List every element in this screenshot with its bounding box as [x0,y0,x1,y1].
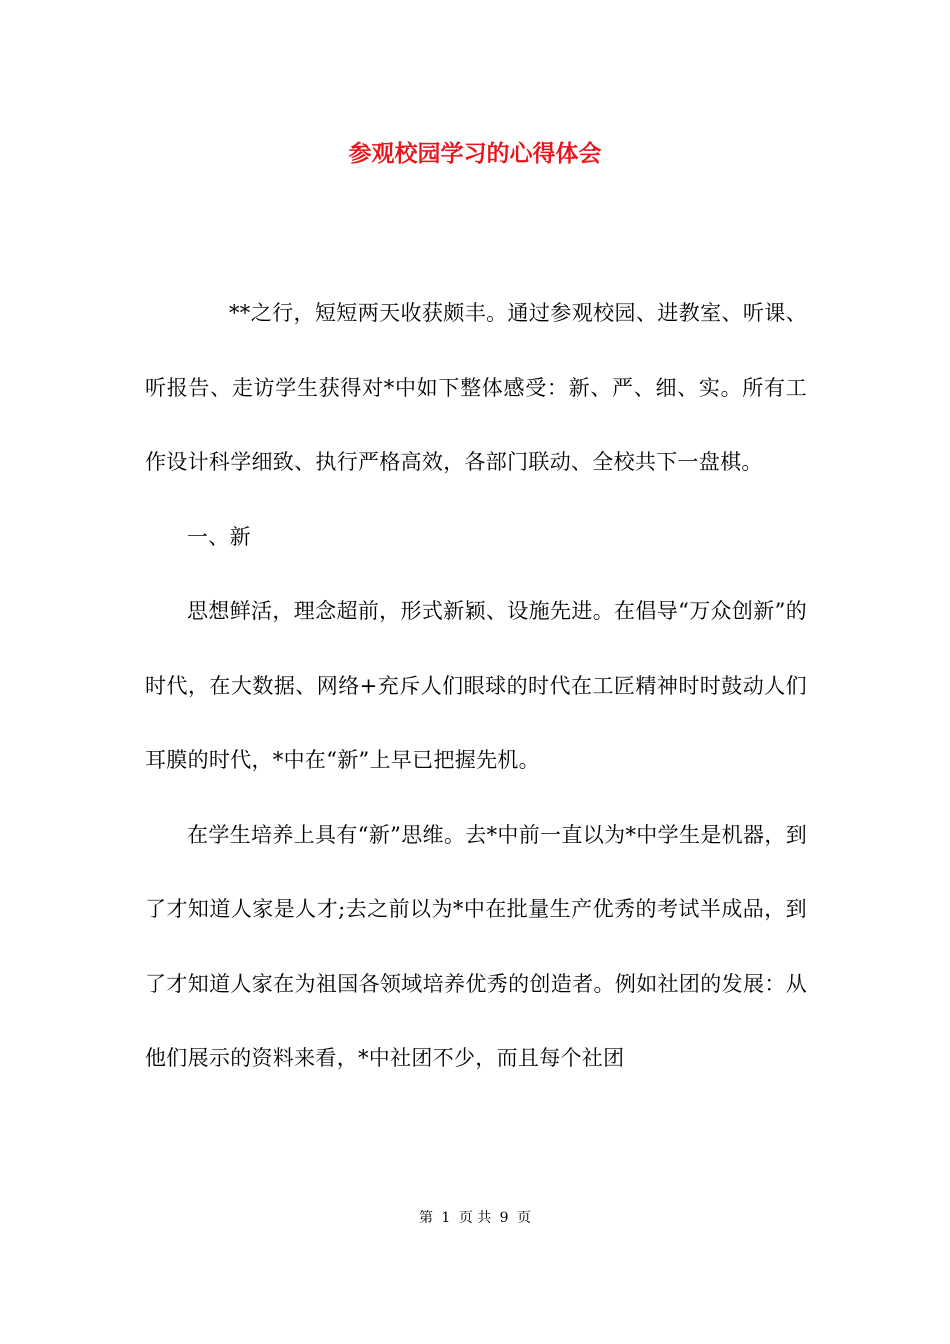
page-footer [0,1208,950,1228]
footer-total-pages: 9 [499,1210,509,1226]
footer-suffix: 页 [517,1210,532,1226]
paragraph-new-thinking: 思想鲜活，理念超前，形式新颖、设施先进。在倡导“万众创新”的时代，在大数据、网络+充斥人们眼球的时代在工匠精神时时鼓动人们耳膜的时代，*中在“新”上早已把握先机。 [145,599,807,772]
paragraph-intro: **之行，短短两天收获颇丰。通过参观校园、进教室、听课、听报告、走访学生获得对*中如下整体感受：新、严、细、实。所有工作设计科学细致、执行严格高效，各部门联动、全校共下一盘棋。 [145,301,807,474]
paragraph-student-training: 在学生培养上具有“新”思维。去*中前一直以为*中学生是机器，到了才知道人家是人才;去之前以为*中在批量生产优秀的考试半成品，到了才知道人家在为祖国各领域培养优秀的创造者。例如社团的发展：从他们展示的资料来看，*中社团不少，而且每个社团 [145,822,807,1070]
document-body [145,276,807,1096]
footer-current-page: 1 [441,1210,451,1226]
section-heading-new: 一、新 [187,524,251,549]
document-title: 参观校园学习的心得体会 [348,140,602,167]
footer-prefix: 第 [418,1210,433,1226]
footer-middle: 页 共 [458,1210,492,1226]
